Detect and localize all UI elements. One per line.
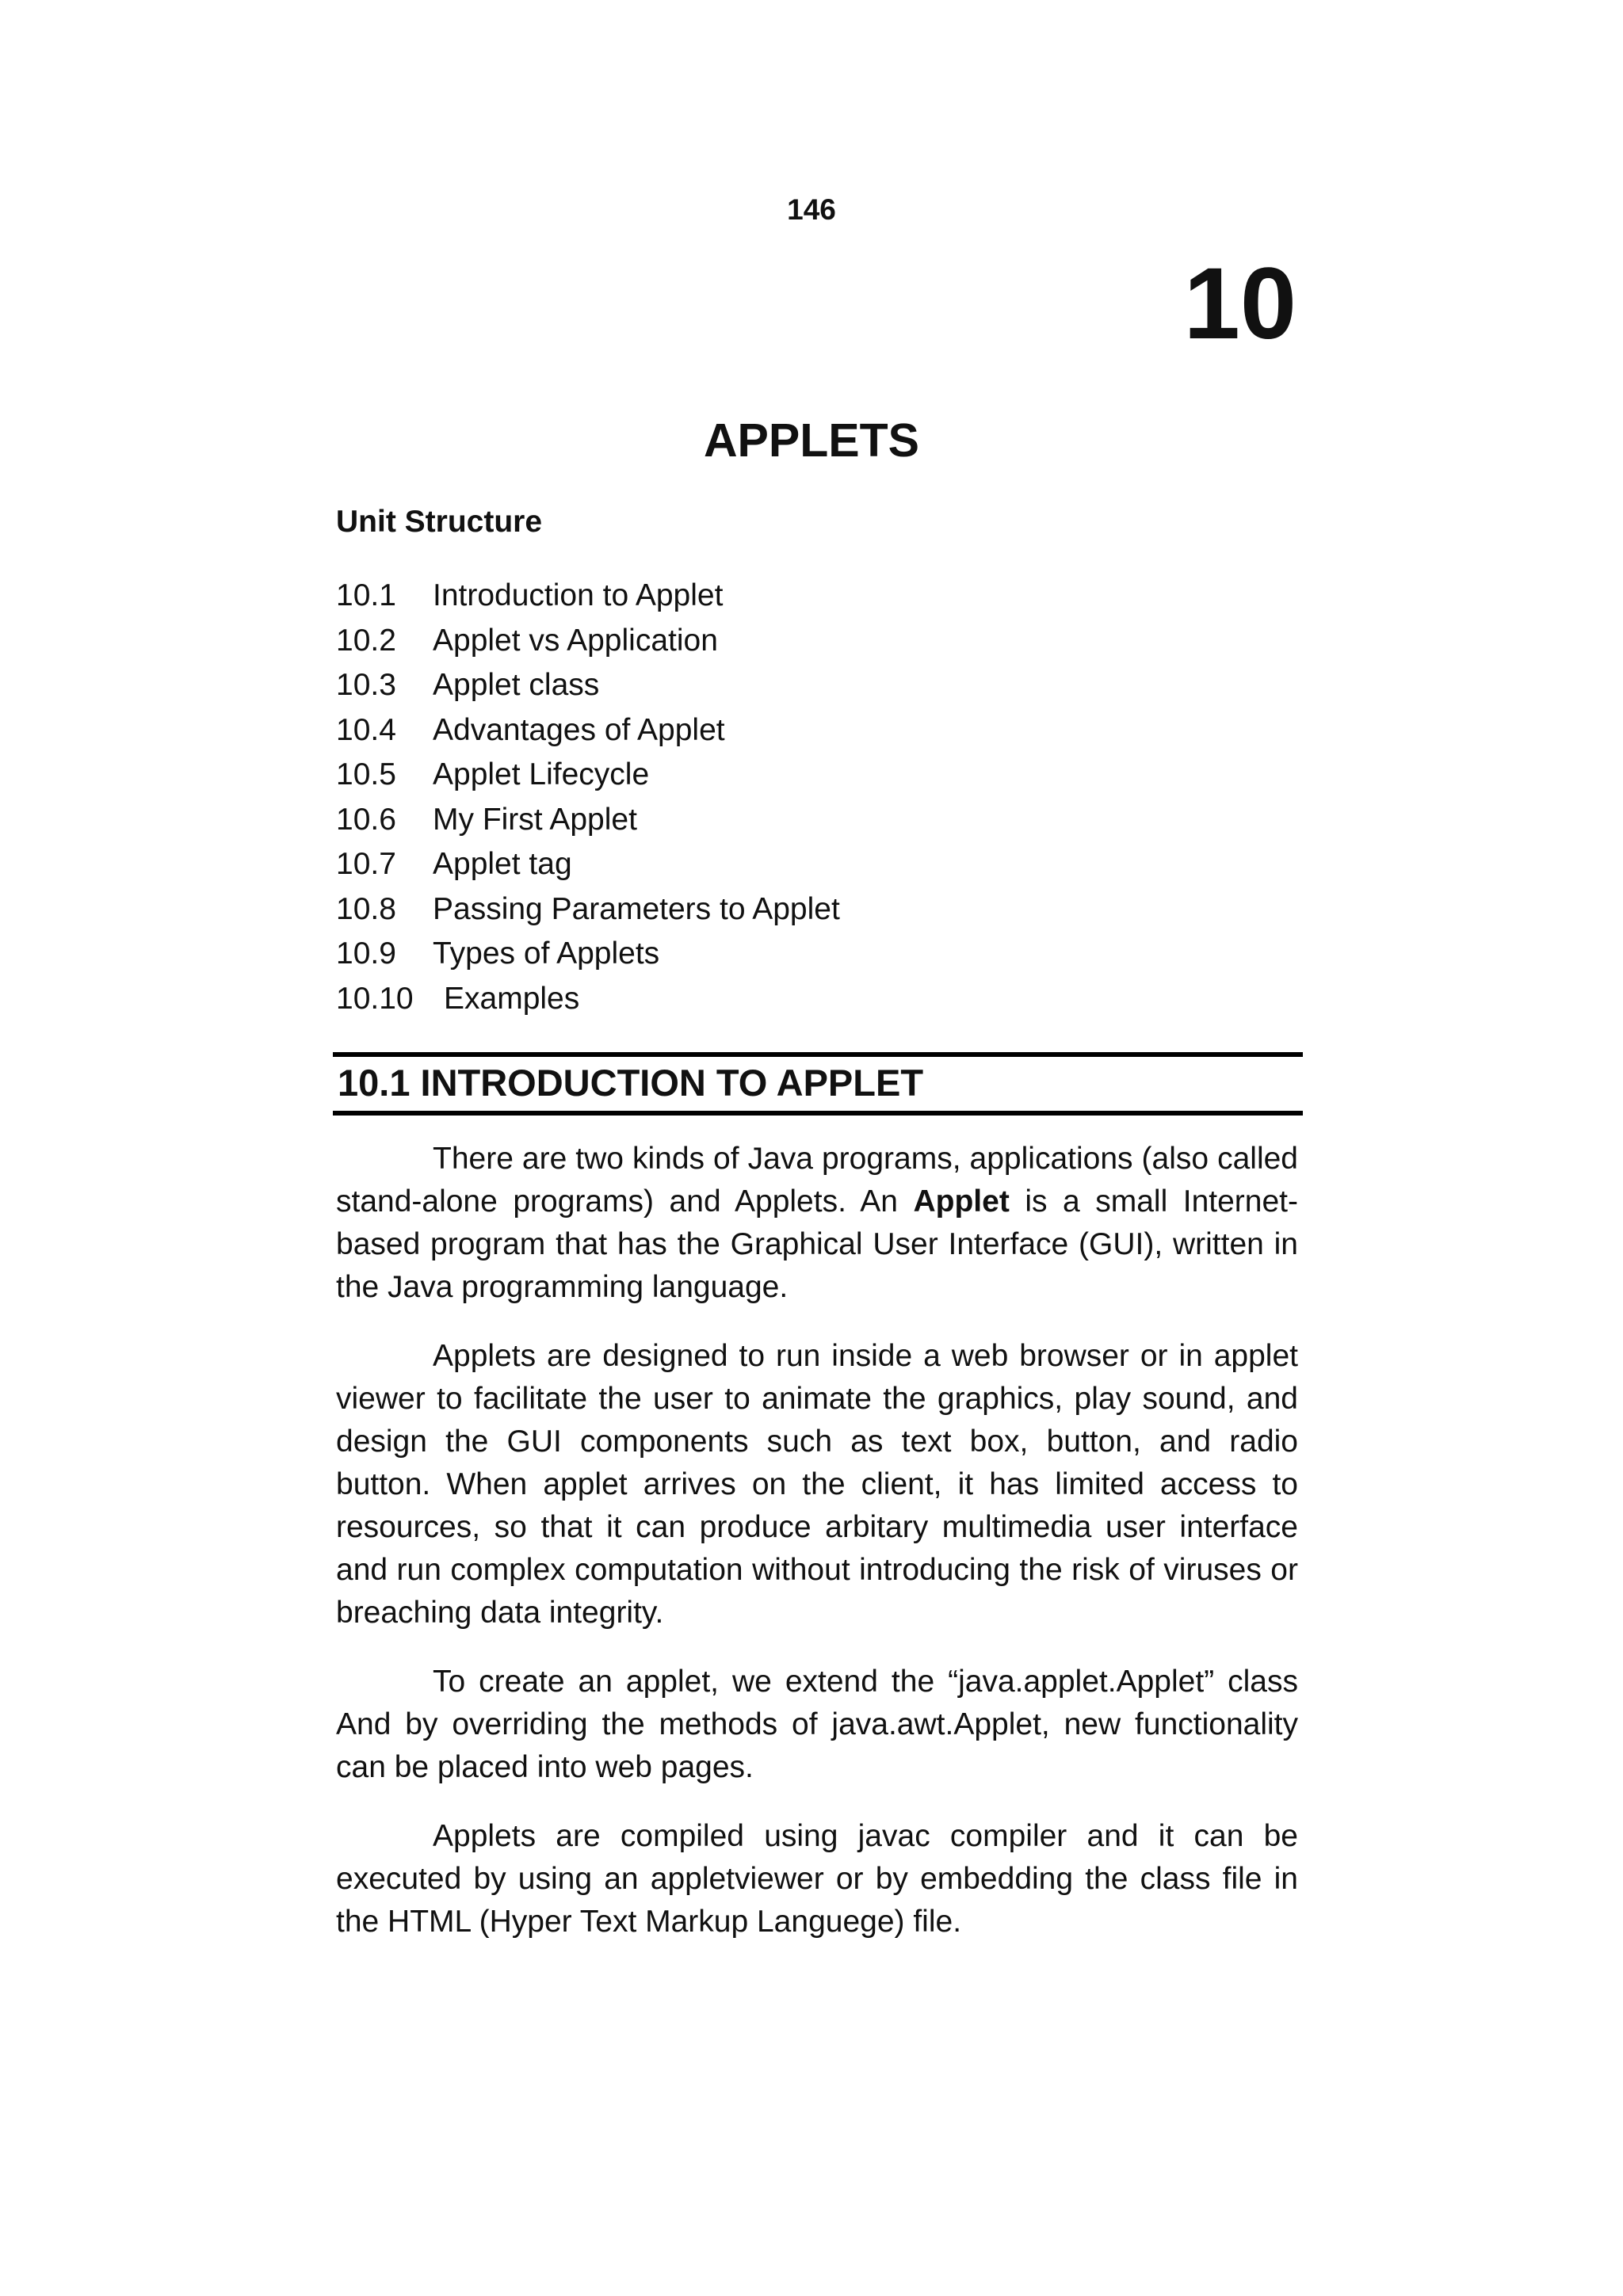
paragraph <box>336 1138 1298 1309</box>
toc-item-label: Applet Lifecycle <box>433 757 650 791</box>
chapter-number: 10 <box>1183 247 1296 360</box>
toc-item-label: Passing Parameters to Applet <box>433 891 840 926</box>
toc-item-number: 10.4 <box>336 712 396 747</box>
paragraph: Applets are designed to run inside a web browser or in applet viewer to facilitate the user to animate the graphics, play sound, and design the GUI components such as text box, button, and radio button. When applet arrives on the client, it has limited access to resources, so that it can produce arbitary multimedia user interface and run complex computation without introducing the risk of viruses or breaching data integrity. <box>336 1339 1298 1630</box>
toc-item <box>336 619 840 664</box>
toc-item <box>336 932 840 977</box>
section-heading: 10.1 INTRODUCTION TO APPLET <box>333 1052 1303 1116</box>
toc-item-label: Applet class <box>433 668 600 702</box>
toc-item-label: My First Applet <box>433 802 637 837</box>
toc-item <box>336 663 840 708</box>
toc-item-label: Applet tag <box>433 847 572 881</box>
toc-item <box>336 574 840 619</box>
toc-item <box>336 842 840 887</box>
paragraph-text: is a small Internet-based program that has the Graphical User Interface (GUI), written in the Java programming language. <box>336 1184 1298 1304</box>
toc-item-number: 10.2 <box>336 623 396 658</box>
toc-item-number: 10.1 <box>336 578 396 612</box>
paragraph: To create an applet, we extend the “java.applet.Applet” class And by overriding the methods of java.awt.Applet, new functionality can be placed into web pages. <box>336 1665 1298 1784</box>
toc-item-label: Types of Applets <box>433 936 660 971</box>
chapter-title: APPLETS <box>703 414 920 467</box>
toc-item <box>336 753 840 798</box>
toc-item-number: 10.10 <box>336 981 414 1016</box>
page-number: 146 <box>787 193 836 226</box>
section-body <box>336 1138 1298 1970</box>
unit-structure-heading: Unit Structure <box>336 505 543 539</box>
toc-item-label: Introduction to Applet <box>433 578 724 612</box>
toc-item-number: 10.9 <box>336 936 396 971</box>
paragraph: Applets are compiled using javac compiler and it can be executed by using an appletviewer or by embedding the class file in the HTML (Hyper Text Markup Languege) file. <box>336 1819 1298 1939</box>
toc-item-label: Examples <box>444 981 580 1016</box>
toc-item-number: 10.3 <box>336 668 396 702</box>
toc-item <box>336 977 840 1022</box>
toc-item <box>336 708 840 753</box>
toc-item-number: 10.6 <box>336 802 396 837</box>
paragraph-text: There are two kinds of Java programs, applications (also called stand-alone programs) and Applets. An <box>336 1142 1298 1219</box>
toc-item <box>336 798 840 843</box>
toc-item <box>336 887 840 933</box>
bold-term: Applet <box>913 1184 1010 1219</box>
toc-item-number: 10.5 <box>336 757 396 791</box>
toc-item-label: Advantages of Applet <box>433 712 725 747</box>
unit-structure-list <box>336 574 840 1021</box>
toc-item-number: 10.7 <box>336 847 396 881</box>
toc-item-label: Applet vs Application <box>433 623 718 658</box>
toc-item-number: 10.8 <box>336 891 396 926</box>
